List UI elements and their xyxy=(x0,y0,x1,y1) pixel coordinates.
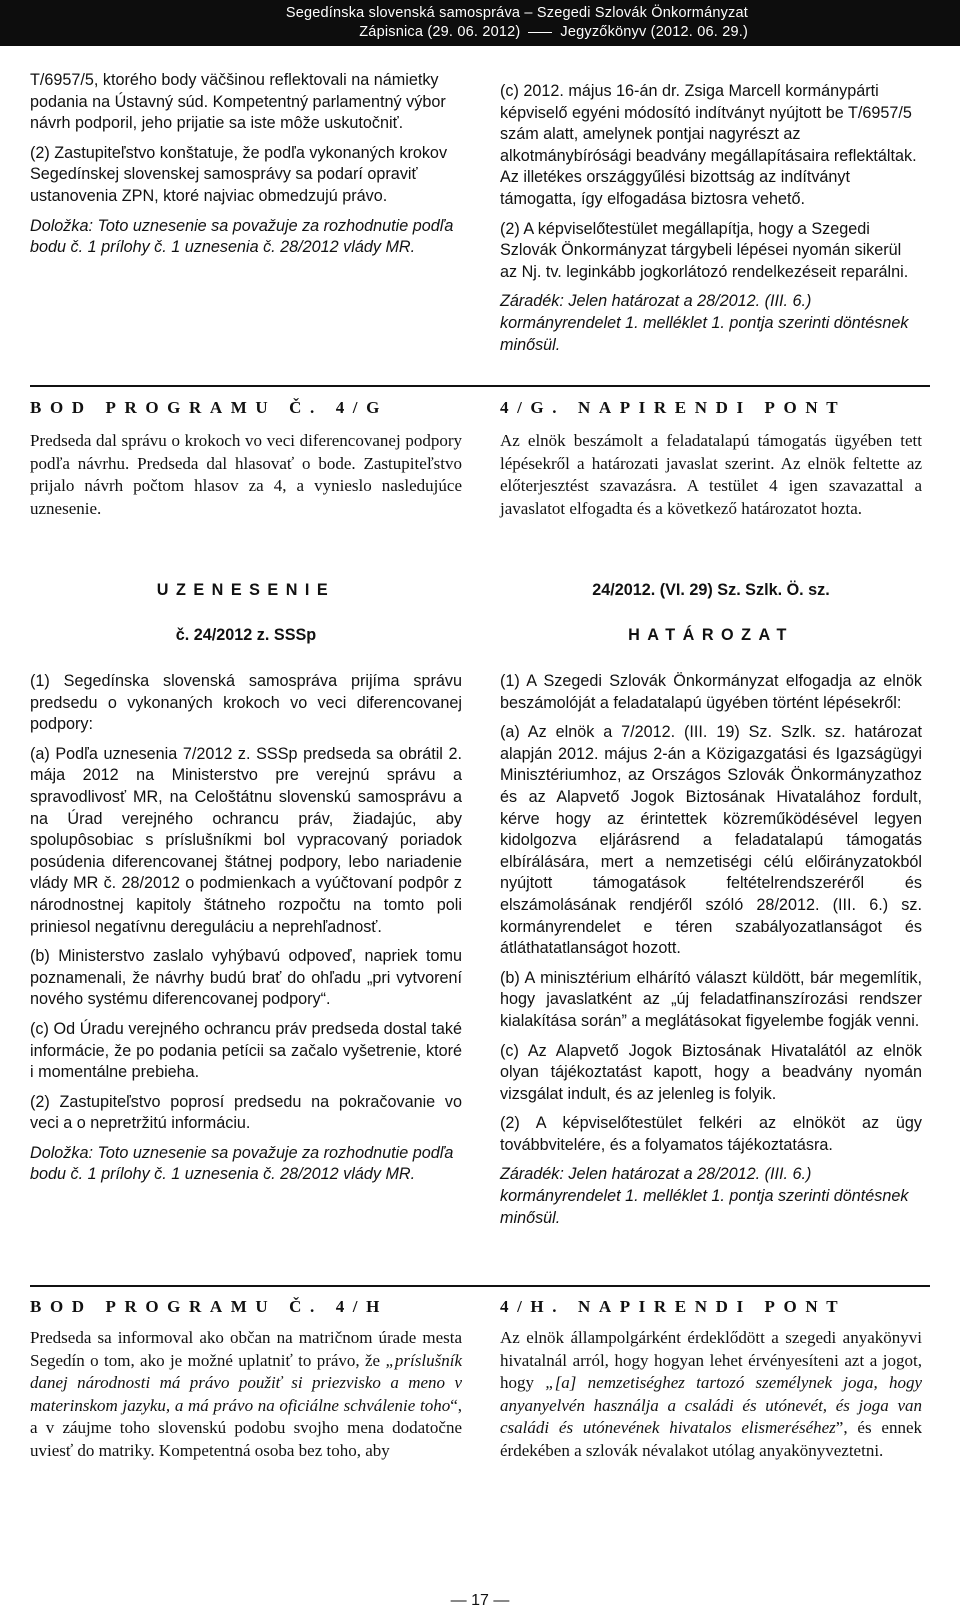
section-h-text-hu xyxy=(500,1327,922,1462)
resolution-hu-clause: Záradék: Jelen határozat a 28/2012. (III. 6.) kormányrendelet 1. melléklet 1. pontja szerinti döntésnek minősül. xyxy=(500,1165,909,1227)
section-h-rule xyxy=(30,1285,930,1287)
resolution-sk-item-2: (2) Zastupiteľstvo poprosí predsedu na pokračovanie vo veci a o nepretržitú informáciu. xyxy=(30,1092,462,1133)
resolution-title-hu: HATÁROZAT xyxy=(628,626,794,644)
resolution-number-sk: č. 24/2012 z. SSSp xyxy=(175,626,317,644)
section-h-sk-continuation: “, a v záujme toho slovenskú podobu svojho mena dodatočne uviesť do matriky. Kompetentná osoba bez toho, aby xyxy=(30,1395,462,1460)
section-g-paragraph-sk: Predseda dal správu o krokoch vo veci diferencovanej podpory podľa návrhu. Predseda dal hlasovať o bode. Zastupiteľstvo prijalo návrh počtom hlasov za 4, a vynieslo nasledujúce uznesenie. xyxy=(30,431,462,518)
resolution-body-sk xyxy=(30,671,462,1186)
header-separator xyxy=(528,32,552,33)
resolution-hu-item-1: (1) A Szegedi Szlovák Önkormányzat elfogadja az elnök beszámolóját a feladatalapú ügyében történt lépésekről: xyxy=(500,672,922,712)
section-h-paragraph-sk xyxy=(30,1327,462,1462)
header-title: Segedínska slovenská samospráva – Szegedi Szlovák Önkormányzat xyxy=(285,5,748,21)
resolution-hu-item-c: (c) Az Alapvető Jogok Biztosának Hivatalától az elnök olyan tájékoztatást kapott, hogy a beadvány nyomán vizsgálat indult, és az jelenleg is folyik. xyxy=(500,1041,922,1103)
resolution-body-hu xyxy=(500,671,922,1229)
page-header xyxy=(0,0,960,46)
header-date-hu: Jegyzőkönyv (2012. 06. 29.) xyxy=(560,24,748,40)
section-h-heading-hu: 4/H. NAPIRENDI PONT xyxy=(500,1297,847,1316)
section-h-text-sk xyxy=(30,1327,462,1462)
right-top-paragraph-1: (c) 2012. május 16-án dr. Zsiga Marcell kormánypárti képviselő egyéni módosító indítványt nyújtott be T/6957/5 szám alatt, amelynek pontjai nagyrészt az alkotmánybírósági beadvány megállapításaira reflektáltak. Az illetékes országgyűlési bizottság az indítványt támogatta, így elfogadása biztosra vehető. xyxy=(500,82,917,208)
left-top-clause: Doložka: Toto uznesenie sa považuje za rozhodnutie podľa bodu č. 1 prílohy č. 1 uznesenia č. 28/2012 vlády MR. xyxy=(30,216,454,257)
section-g-heading-hu: 4/G. NAPIRENDI PONT xyxy=(500,398,847,417)
resolution-sk-item-1: (1) Segedínska slovenská samospráva prijíma správu predsedu o vykonaných krokoch vo veci diferencovanej podpory: xyxy=(30,672,462,734)
section-h-sk-intro: Predseda sa informoval ako občan na matričnom úrade mesta Segedín o tom, ako je možné uplatniť to právo, že xyxy=(30,1328,462,1370)
section-h-hu-quote: „[a] nemzetiséghez tartozó személynek joga, hogy anyanyelvén használja a családi és utónevét, és joga van családi és utónevének hivatalos elismeréséhez xyxy=(500,1373,922,1437)
section-h-hu-continuation: ”, és ennek érdekében a szlovák névalakot utólag anyakönyveztetni. xyxy=(500,1418,922,1460)
resolution-title-sk: UZENESENIE xyxy=(156,581,336,599)
page-number: — 17 — xyxy=(450,1592,510,1609)
header-subtitle xyxy=(0,23,748,42)
section-h-heading-sk: BOD PROGRAMU Č. 4/H xyxy=(30,1297,388,1316)
right-top-paragraph-2: (2) A képviselőtestület megállapítja, hogy a Szegedi Szlovák Önkormányzat tárgybeli lépései nyomán sikerül az Nj. tv. leginkább jogkorlátozó rendelkezéseit reparálni. xyxy=(500,219,909,281)
header-date-sk: Zápisnica (29. 06. 2012) xyxy=(359,24,521,40)
section-h-sk-quote: „príslušník danej národnosti má právo použiť si priezvisko a meno v materinskom jazyku, a má právo na oficiálne schválenie toho xyxy=(30,1350,462,1415)
section-g-text-sk xyxy=(30,430,462,520)
resolution-number-hu: 24/2012. (VI. 29) Sz. Szlk. Ö. sz. xyxy=(592,581,830,599)
section-g-text-hu xyxy=(500,430,922,520)
right-top-clause: Záradék: Jelen határozat a 28/2012. (III. 6.) kormányrendelet 1. melléklet 1. pontja szerinti döntésnek minősül. xyxy=(500,292,909,354)
section-g-paragraph-hu: Az elnök beszámolt a feladatalapú támogatás ügyében tett lépésekről a határozati javaslat szerint. Az elnök feltette az előterjesztést szavazásra. A testület 4 igen szavazattal a javaslatot elfogadta és a következő határozatot hozta. xyxy=(500,431,922,518)
left-top-paragraph-2: (2) Zastupiteľstvo konštatuje, že podľa vykonaných krokov Segedínskej slovenskej samosprávy sa podarí opraviť ustanovenia ZPN, ktoré najviac obmedzujú právo. xyxy=(30,143,448,205)
section-g-heading-sk: BOD PROGRAMU Č. 4/G xyxy=(30,398,388,417)
left-top-paragraph-1: T/6957/5, ktorého body väčšinou reflektovali na námietky podania na Ústavný súd. Kompetentný parlamentný výbor návrh podporil, jeho prijatie sa iste môže uskutočniť. xyxy=(30,71,446,133)
left-top-block xyxy=(30,70,462,259)
section-g-rule xyxy=(30,385,930,387)
resolution-sk-clause: Doložka: Toto uznesenie sa považuje za rozhodnutie podľa bodu č. 1 prílohy č. 1 uznesenia č. 28/2012 vlády MR. xyxy=(30,1143,454,1184)
resolution-sk-item-b: (b) Ministerstvo zaslalo vyhýbavú odpoveď, napriek tomu poznamenali, že návrhy budú brať do ohľadu „pri vytvorení nového systému diferencovanej podpory“. xyxy=(30,947,462,1009)
resolution-sk-item-c: (c) Od Úradu verejného ochrancu práv predseda dostal také informácie, že po podania petícii sa začalo vyšetrenie, ktoré i momentálne prebieha. xyxy=(30,1019,462,1082)
right-top-block xyxy=(500,81,922,356)
resolution-hu-item-2: (2) A képviselőtestület felkéri az elnököt az ügy továbbvitelére, és a folyamatos tájékoztatásra. xyxy=(500,1114,922,1154)
resolution-sk-item-a: (a) Podľa uznesenia 7/2012 z. SSSp predseda sa obrátil 2. mája 2012 na Ministerstvo pre verejnú správu a spravodlivosť MR, na Celoštátnu slovenskú samosprávu a na Úrad verejného ochrancu práv, žiadajúc, aby spolupôsobiac s príslušníkmi bol vypracovaný poriadok posúdenia diferencovanej štátnej podpory, lebo nariadenie vlády MR č. 28/2012 o podmienkach a vyúčtovaní podpôr z národnostnej kapitoly štátneho rozpočtu na tomto poli priniesol negatívnu dereguláciu a neprehľadnosť. xyxy=(30,744,462,936)
resolution-hu-item-a: (a) Az elnök a 7/2012. (III. 19) Sz. Szlk. sz. határozat alapján 2012. május 2-án a Közigazgatási és Igazságügyi Minisztériumhoz, az Országos Szlovák Önkormányzathoz és az Alapvető Jogok Biztosának Hivatalához fordult, kérve hogy az érintettek közreműködésével legyen kidolgozva eljárásrend a feladatalapú támogatás elbírálására, mert a nemzetiségi célú előirányzatokból nyújtott támogatások feltételrendszeréről és elszámolásának rendjéről szóló 28/2012. (III. 6.) sz. kormányrendelet e téren szabályozatlanságot és átláthatatlanságot hozott. xyxy=(500,723,922,958)
section-h-paragraph-hu xyxy=(500,1327,922,1462)
section-h-hu-intro: Az elnök állampolgárként érdeklődött a szegedi anyakönyvi hivatalnál arról, hogy hogyan lehet érvényesíteni azt a jogot, hogy xyxy=(500,1328,922,1392)
resolution-hu-item-b: (b) A minisztérium elhárító választ küldött, bár megemlítik, hogy javaslatként az „új feladatfinanszírozási rendszer kialakítása során” a meglátásokat figyelembe fogják venni. xyxy=(500,968,922,1030)
